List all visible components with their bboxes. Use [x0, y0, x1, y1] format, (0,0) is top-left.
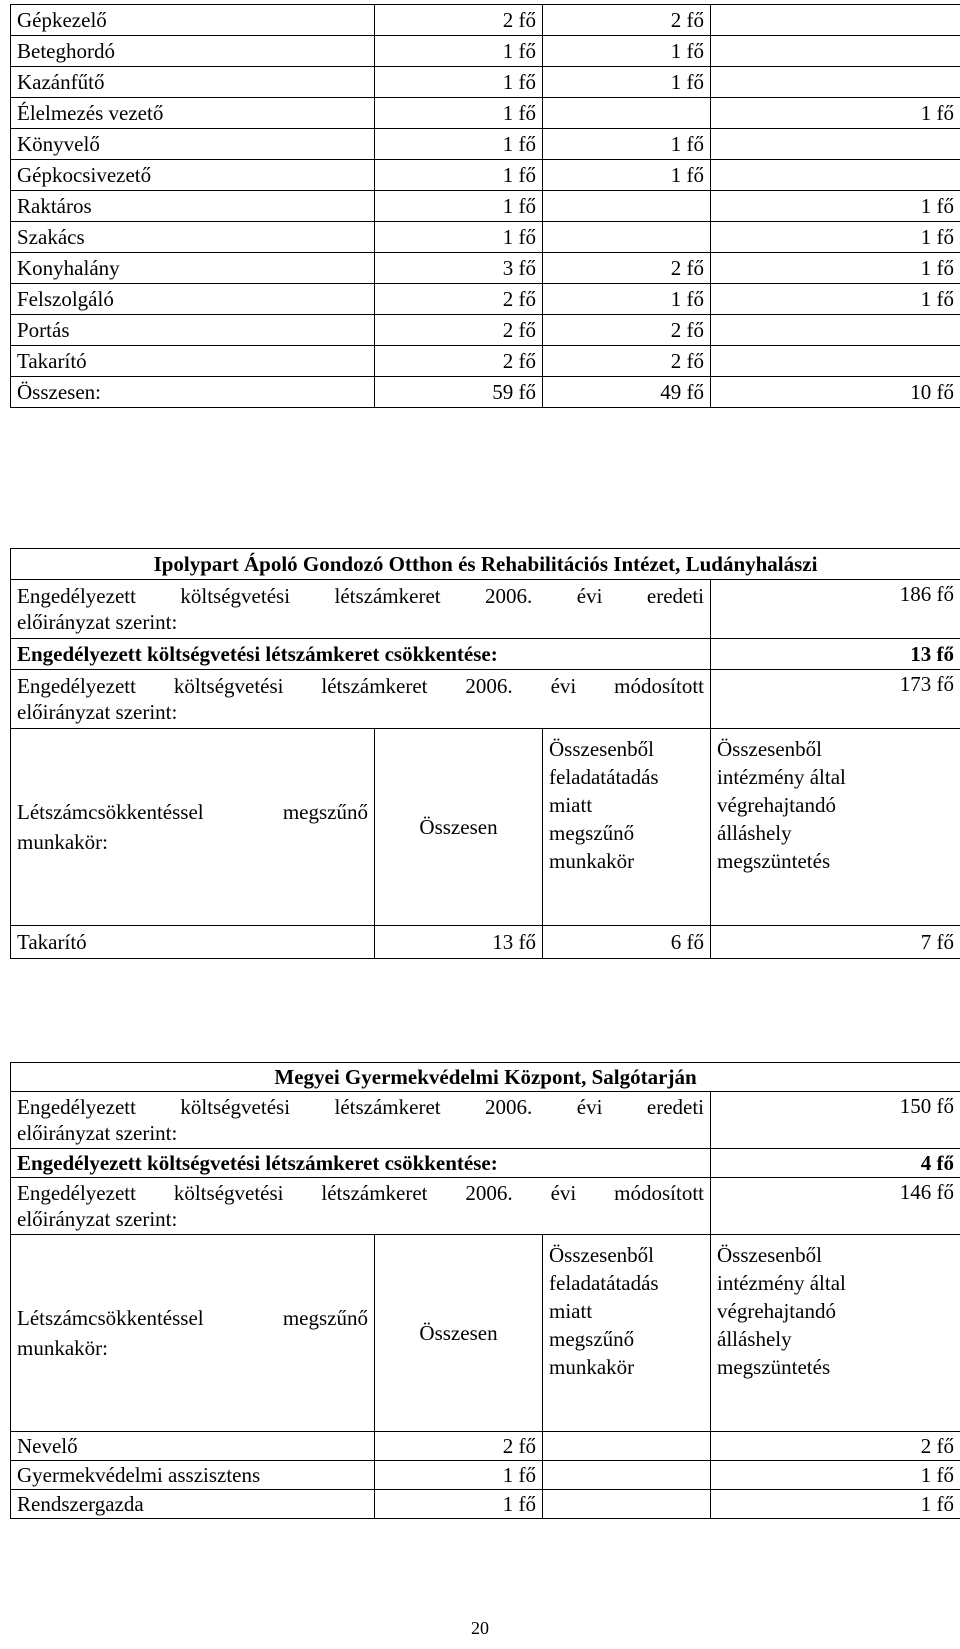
staff-row-label: Portás: [11, 315, 375, 346]
staff-row-total: 1 fő: [375, 36, 543, 67]
table-row: [11, 191, 960, 222]
table-row: [11, 160, 960, 191]
modified-quota-value: 173 fő: [711, 670, 960, 729]
row-label: Nevelő: [11, 1432, 375, 1461]
table-row: [11, 36, 960, 67]
header-elimination-line: megszüntetés: [717, 1355, 831, 1379]
quota-reduction-value: 4 fő: [711, 1149, 960, 1178]
staff-row-elimination: [711, 67, 960, 98]
table-row: [11, 67, 960, 98]
original-quota-label-line2: előirányzat szerint:: [17, 1121, 178, 1145]
staff-row-elimination: 1 fő: [711, 284, 960, 315]
header-elimination-line: álláshely: [717, 1327, 792, 1351]
row-total: 13 fő: [375, 926, 543, 959]
header-transfer: [543, 1235, 711, 1432]
staff-row-elimination: [711, 36, 960, 67]
modified-quota-label-line1: Engedélyezett költségvetési létszámkeret 2006. évi módosított: [17, 674, 704, 698]
staff-row-label: Könyvelő: [11, 129, 375, 160]
row-transfer: [543, 1490, 711, 1519]
staff-row-elimination: 10 fő: [711, 377, 960, 408]
section-title: Megyei Gyermekvédelmi Központ, Salgótarján: [11, 1063, 960, 1092]
table-row: [11, 5, 960, 36]
staff-row-label: Beteghordó: [11, 36, 375, 67]
row-elimination: 1 fő: [711, 1490, 960, 1519]
staff-row-total: 3 fő: [375, 253, 543, 284]
header-elimination: [711, 729, 960, 926]
row-label: Gyermekvédelmi asszisztens: [11, 1461, 375, 1490]
staff-table: [10, 4, 960, 408]
staff-row-label: Konyhalány: [11, 253, 375, 284]
table-row: [11, 346, 960, 377]
staff-row-elimination: 1 fő: [711, 98, 960, 129]
table-row: [11, 98, 960, 129]
staff-row-total: 59 fő: [375, 377, 543, 408]
staff-row-total: 2 fő: [375, 284, 543, 315]
header-elimination-line: végrehajtandó: [717, 793, 836, 817]
modified-quota-label-line2: előirányzat szerint:: [17, 1207, 178, 1231]
staff-row-total: 1 fő: [375, 129, 543, 160]
header-elimination-line: végrehajtandó: [717, 1299, 836, 1323]
staff-row-total: 2 fő: [375, 5, 543, 36]
header-transfer: [543, 729, 711, 926]
staff-table-body: [11, 5, 960, 408]
original-quota-label-line2: előirányzat szerint:: [17, 610, 178, 634]
header-position-line2: munkakör:: [17, 1336, 108, 1360]
staff-row-total: 2 fő: [375, 346, 543, 377]
row-transfer: 6 fő: [543, 926, 711, 959]
staff-row-transfer: 1 fő: [543, 67, 711, 98]
table-row: [11, 222, 960, 253]
section-ipolypart: [10, 548, 960, 959]
staff-row-label: Takarító: [11, 346, 375, 377]
header-position-line1: Létszámcsökkentéssel megszűnő: [17, 1306, 368, 1330]
staff-row-transfer: 1 fő: [543, 284, 711, 315]
staff-row-total: 1 fő: [375, 160, 543, 191]
row-transfer: [543, 1432, 711, 1461]
section-title: Ipolypart Ápoló Gondozó Otthon és Rehabilitációs Intézet, Ludányhalászi: [11, 549, 960, 580]
staff-row-transfer: [543, 98, 711, 129]
staff-row-elimination: [711, 346, 960, 377]
row-total: 1 fő: [375, 1461, 543, 1490]
staff-row-label: Raktáros: [11, 191, 375, 222]
original-quota-value: 186 fő: [711, 580, 960, 639]
row-total: 2 fő: [375, 1432, 543, 1461]
staff-row-total: 2 fő: [375, 315, 543, 346]
header-transfer-line: megszűnő: [549, 821, 635, 845]
row-elimination: 1 fő: [711, 1461, 960, 1490]
staff-row-elimination: [711, 5, 960, 36]
header-position: [11, 1235, 375, 1432]
row-total: 1 fő: [375, 1490, 543, 1519]
header-position: [11, 729, 375, 926]
staff-row-elimination: [711, 315, 960, 346]
header-position-line1: Létszámcsökkentéssel megszűnő: [17, 800, 368, 824]
staff-row-transfer: [543, 191, 711, 222]
staff-row-elimination: 1 fő: [711, 191, 960, 222]
staff-row-transfer: 2 fő: [543, 5, 711, 36]
staff-row-transfer: 49 fő: [543, 377, 711, 408]
header-elimination-line: intézmény által: [717, 765, 846, 789]
header-transfer-line: feladatátadás: [549, 1271, 659, 1295]
staff-row-elimination: 1 fő: [711, 222, 960, 253]
table-row: [11, 129, 960, 160]
header-elimination-line: intézmény által: [717, 1271, 846, 1295]
staff-row-transfer: 2 fő: [543, 253, 711, 284]
quota-reduction-label: Engedélyezett költségvetési létszámkeret csökkentése:: [11, 1149, 711, 1178]
row-transfer: [543, 1461, 711, 1490]
staff-row-elimination: 1 fő: [711, 253, 960, 284]
page-number: 20: [471, 1618, 489, 1638]
header-elimination-line: Összesenből: [717, 737, 822, 761]
original-quota-label: [11, 1092, 711, 1149]
header-elimination-line: Összesenből: [717, 1243, 822, 1267]
table-row: [11, 315, 960, 346]
header-elimination-line: álláshely: [717, 821, 792, 845]
original-quota-value: 150 fő: [711, 1092, 960, 1149]
header-transfer-line: munkakör: [549, 1355, 635, 1379]
header-total: Összesen: [375, 729, 543, 926]
staff-row-transfer: 1 fő: [543, 129, 711, 160]
staff-row-transfer: 2 fő: [543, 346, 711, 377]
row-elimination: 7 fő: [711, 926, 960, 959]
modified-quota-value: 146 fő: [711, 1178, 960, 1235]
table-row: [11, 377, 960, 408]
staff-row-transfer: [543, 222, 711, 253]
modified-quota-label-line2: előirányzat szerint:: [17, 700, 178, 724]
header-elimination: [711, 1235, 960, 1432]
staff-row-label: Gépkezelő: [11, 5, 375, 36]
header-transfer-line: feladatátadás: [549, 765, 659, 789]
row-label: Rendszergazda: [11, 1490, 375, 1519]
staff-row-label: Felszolgáló: [11, 284, 375, 315]
staff-row-total: 1 fő: [375, 67, 543, 98]
header-elimination-line: megszüntetés: [717, 849, 831, 873]
section-gyermekvedelmi: [10, 1062, 960, 1519]
staff-row-transfer: 1 fő: [543, 160, 711, 191]
header-position-line2: munkakör:: [17, 830, 108, 854]
staff-row-label: Szakács: [11, 222, 375, 253]
staff-row-transfer: 2 fő: [543, 315, 711, 346]
staff-row-label: Kazánfűtő: [11, 67, 375, 98]
original-quota-label-line1: Engedélyezett költségvetési létszámkeret 2006. évi eredeti: [17, 584, 704, 608]
staff-row-total: 1 fő: [375, 191, 543, 222]
staff-row-label: Gépkocsivezető: [11, 160, 375, 191]
header-transfer-line: Összesenből: [549, 1243, 654, 1267]
header-total: Összesen: [375, 1235, 543, 1432]
table-row: [11, 284, 960, 315]
staff-row-transfer: 1 fő: [543, 36, 711, 67]
modified-quota-label: [11, 670, 711, 729]
staff-row-total: 1 fő: [375, 98, 543, 129]
original-quota-label-line1: Engedélyezett költségvetési létszámkeret 2006. évi eredeti: [17, 1095, 704, 1119]
modified-quota-label-line1: Engedélyezett költségvetési létszámkeret 2006. évi módosított: [17, 1181, 704, 1205]
staff-row-label: Élelmezés vezető: [11, 98, 375, 129]
row-label: Takarító: [11, 926, 375, 959]
original-quota-label: [11, 580, 711, 639]
staff-row-elimination: [711, 129, 960, 160]
header-transfer-line: miatt: [549, 793, 593, 817]
header-transfer-line: munkakör: [549, 849, 635, 873]
header-transfer-line: Összesenből: [549, 737, 654, 761]
table-row: [11, 253, 960, 284]
staff-row-elimination: [711, 160, 960, 191]
quota-reduction-label: Engedélyezett költségvetési létszámkeret csökkentése:: [11, 639, 711, 670]
staff-row-label: Összesen:: [11, 377, 375, 408]
row-elimination: 2 fő: [711, 1432, 960, 1461]
header-transfer-line: megszűnő: [549, 1327, 635, 1351]
header-transfer-line: miatt: [549, 1299, 593, 1323]
quota-reduction-value: 13 fő: [711, 639, 960, 670]
modified-quota-label: [11, 1178, 711, 1235]
staff-row-total: 1 fő: [375, 222, 543, 253]
